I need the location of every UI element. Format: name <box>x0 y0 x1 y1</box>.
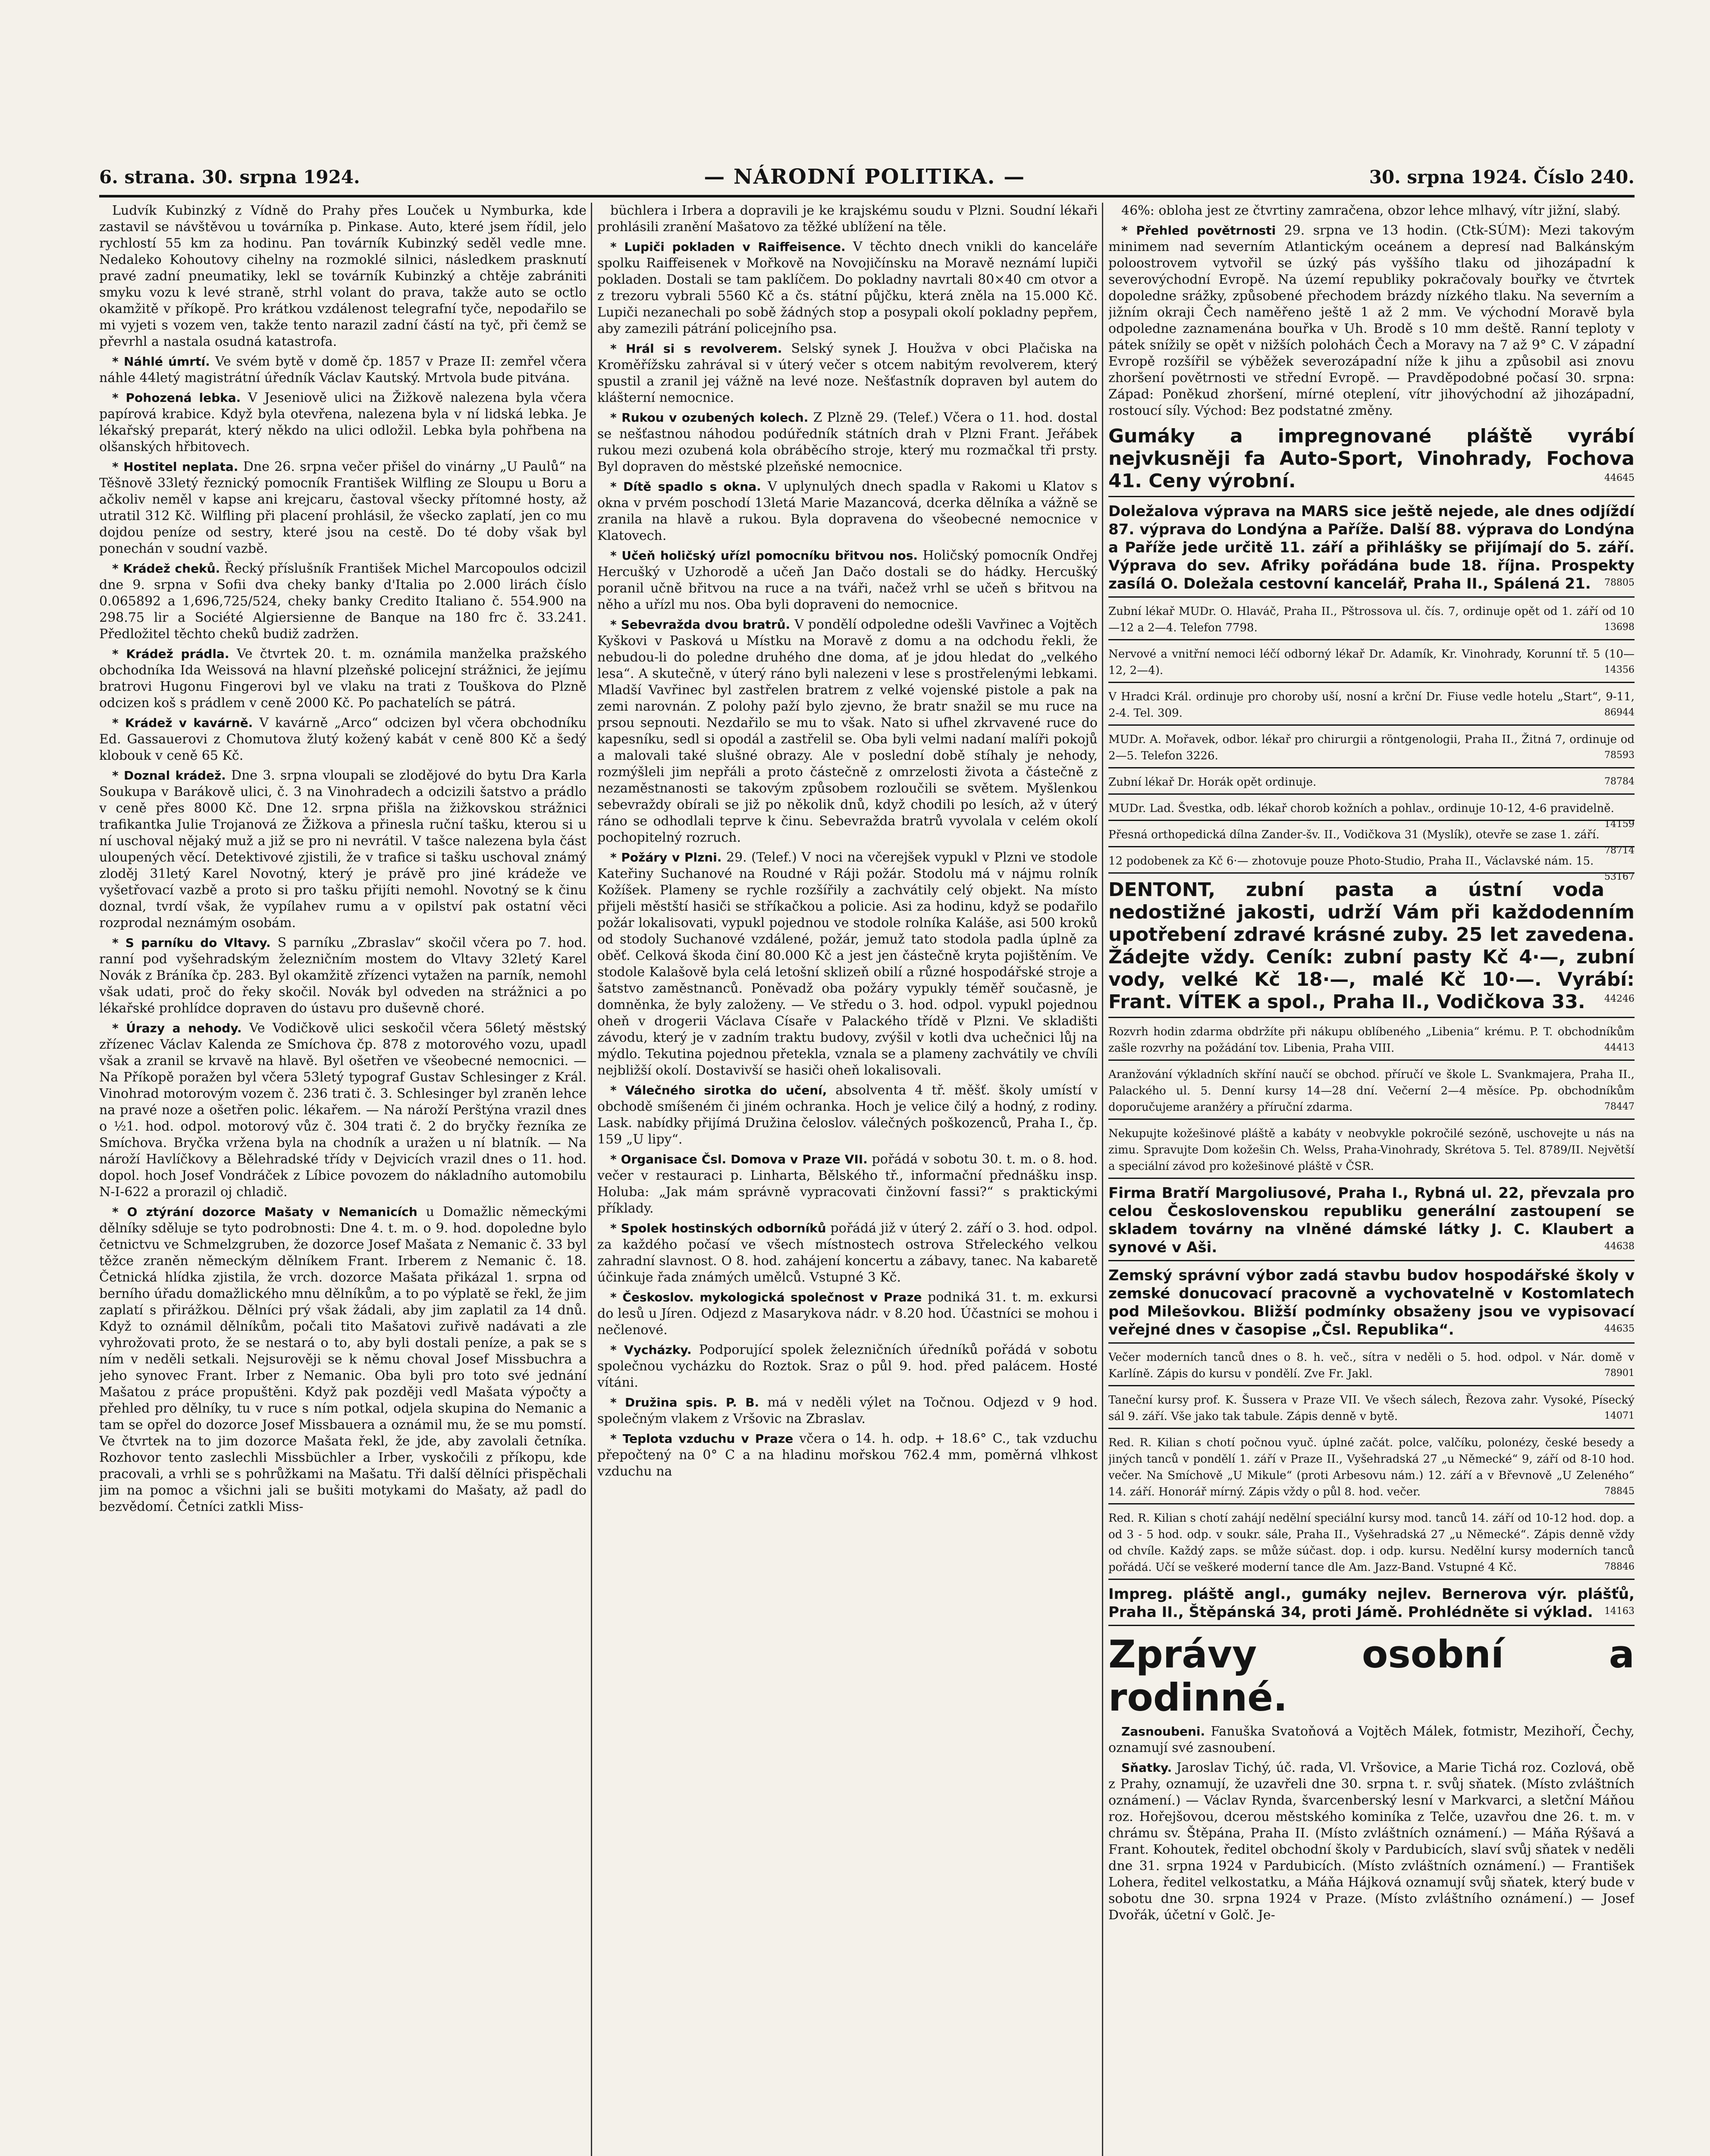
news-body: včera o 14. h. odp. + 18.6° C., tak vzduchu přepočtený na 0° C a na hladinu mořskou 762.4 mm, poměrná vlhkost vzduchu na <box>597 1431 1098 1479</box>
ad-text: Impreg. pláště angl., gumáky nejlev. Bernerova výr. plášťů, Praha II., Štěpánská 34, proti Jámě. Prohlédněte si výklad. <box>1108 1586 1635 1621</box>
news-item <box>99 203 587 350</box>
news-body: Fanuška Svatoňová a Vojtěch Málek, fotmistr, Mezihoří, Čechy, oznamují své zasnoubení. <box>1108 1724 1635 1755</box>
news-item <box>597 410 1098 475</box>
ad-number: 14159 <box>1604 819 1635 830</box>
news-item <box>597 1395 1098 1427</box>
advertisement <box>1108 1389 1635 1429</box>
news-headline: * Rukou v ozubených kolech. <box>610 411 809 425</box>
news-body: Selský synek J. Houžva v obci Plačiska na Kroměřížsku zahrával si v úterý večer s otcem nabitým revolverem, který spustil a zranil jej vážně na levé noze. Nešťastník dopraven byl autem do klášterní nemocnice. <box>597 341 1098 405</box>
news-item <box>99 646 587 711</box>
ad-text: Přesná orthopedická dílna Zander-šv. II., Vodičkova 31 (Myslík), otevře se zase 1. září. <box>1108 828 1600 841</box>
advertisement <box>1108 876 1635 1018</box>
ad-text: Red. R. Kilian s chotí počnou vyuč. úplné začát. polce, valčíku, polonézy, české besedy a jiných tanců v pondělí 1. září v Praze II., Vyšehradská 27 „u Německé“ 9, září od 8-10 hod. večer. Na Smíchově „U Mikule“ (proti Arbesovu nám.) 12. září a v Břevnově „U Zeleného“ 14. září. Honorář mírný. Zápis vždy o půl 8. hod. večer. <box>1108 1436 1635 1498</box>
news-body: V kavárně „Arco“ odcizen byl včera obchodníku Ed. Gassauerovi z Chomutova žlutý kožený kabát v ceně 800 Kč a šedý klobouk v ceně 65 Kč. <box>99 715 587 763</box>
ad-number: 13698 <box>1604 622 1635 633</box>
news-headline: * Krádež cheků. <box>112 561 220 576</box>
ad-text: MUDr. A. Mořavek, odbor. lékař pro chirurgii a röntgenologii, Praha II., Žitná 7, ordinuje od 2—5. Telefon 3226. <box>1108 733 1635 762</box>
news-item <box>99 1204 587 1515</box>
ad-text: V Hradci Král. ordinuje pro choroby uší, nosní a krční Dr. Fiuse vedle hotelu „Start“, 9-11, 2-4. Tel. 309. <box>1108 690 1635 720</box>
news-item <box>597 239 1098 337</box>
ad-text: Doležalova výprava na MARS sice ještě nejede, ale dnes odjíždí 87. výprava do Londýna a Paříže. Další 88. výprava do Londýna a Paříže jede určitě 11. září a přihlášky se přijímají do 5. září. Výprava do sev. Afriky pořádána bude 18. října. Prospekty zasílá O. Doležala cestovní kancelář, Praha II., Spálená 21. <box>1108 503 1635 592</box>
ad-text: Firma Bratří Margoliusové, Praha I., Rybná ul. 22, převzala pro celou Československou republiku generální zastoupení se skladem továrny na vlněné dámské látky J. C. Klaubert a synové v Aši. <box>1108 1185 1635 1256</box>
news-item <box>597 548 1098 613</box>
ad-text: Taneční kursy prof. K. Šussera v Praze VII. Ve všech sálech, Řezova zahr. Vysoké, Písecký sál 9. září. Vše jako tak tabule. Zápis denně v bytě. <box>1108 1394 1635 1423</box>
advertisement <box>1108 643 1635 683</box>
news-body: podniká 31. t. m. exkursi do lesů u Jíren. Odjezd z Masarykova nádr. v 8.20 hod. Účastníci se mohou i nečlenové. <box>597 1290 1098 1338</box>
news-headline: * Náhlé úmrtí. <box>112 354 210 369</box>
news-item <box>99 561 587 642</box>
ad-number: 44246 <box>1604 993 1635 1004</box>
news-headline: * Požáry v Plzni. <box>610 850 722 865</box>
weather-report <box>1108 203 1635 419</box>
news-body: Jaroslav Tichý, úč. rada, Vl. Vršovice, a Marie Tichá roz. Cozlová, obě z Prahy, oznamují, že uzavřeli dne 30. srpna t. r. svůj sňatek. (Místo zvláštních oznámení.) — Václav Rynda, švarcenberský lesní v Markvarci, a sletční Máňou roz. Hořejšovou, dcerou městského kominíka z Telče, uzavřou dne 26. t. m. v chrámu sv. Štěpána, Praha II. (Místo zvláštních oznámení.) — Máňa Rýšavá a Frant. Kohoutek, ředitel obchodní školy v Pardubicích, slaví svůj sňatek v neděli dne 31. srpna 1924 v Pardubicích. (Místo zvláštních oznámení.) — František Lohera, ředitel velkostatku, a Máňa Hájková oznamují svůj sňatek, který bude v sobotu dne 30. srpna 1924 v Praze. (Místo zvláštního oznámení.) — Josef Dvořák, účetní v Golč. Je- <box>1108 1760 1635 1923</box>
page-header <box>99 162 1635 192</box>
news-item <box>1108 1724 1635 1756</box>
news-body: pořádá již v úterý 2. září o 3. hod. odpol. za každého počasí ve všech místnostech ostrova Střeleckého velkou zahradní slavnost. O 8. hod. zahájení koncertu a zábavy, tanec. Na kabaretě účinkuje řada známých umělců. Vstupné 3 Kč. <box>597 1221 1098 1285</box>
ad-text: Nervové a vnitřní nemoci léčí odborný lékař Dr. Adamík, Kr. Vinohrady, Korunní tř. 5 (10—12, 2—4). <box>1108 648 1635 677</box>
news-item <box>597 1289 1098 1338</box>
news-body: Řecký příslušník František Michel Marcopoulos odcizil dne 9. srpna v Sofii dva cheky banky d'Italia po 2.000 lirách číslo 0.065892 a 1,696,725/524, cheky banky Credito Italiano č. 554.900 na 298.75 lir a Société Algiersienne de Banque na 180 frc č. 33.241. Předložitel těchto cheků budiž zadržen. <box>99 561 587 642</box>
ad-number: 44645 <box>1604 473 1635 483</box>
news-item <box>597 617 1098 846</box>
advertisement <box>1108 771 1635 795</box>
advertisement <box>1108 824 1635 856</box>
ad-number: 44413 <box>1604 1042 1635 1053</box>
ad-text: Nekupujte kožešinové pláště a kabáty v neobvykle pokročilé sezóně, uschovejte u nás na zimu. Spravujte Dom kožešin Ch. Welss, Praha-Vinohrady, Skrétova 5. Tel. 8789/II. Největší a speciální závod pro kožešinové pláště v ČSR. <box>1108 1127 1635 1173</box>
news-body: V Jeseniově ulici na Žižkově nalezena byla včera papírová krabice. Když byla otevřena, nalezena byla v ní lidská lebka. Je lékařský preparát, který někdo na ulici odložil. Lebka byla pohřbena na olšanských hřbitovech. <box>99 390 587 454</box>
ad-text: Gumáky a impregnované pláště vyrábí nejvkusněji fa Auto-Sport, Vinohrady, Fochova 41. Ceny výrobní. <box>1108 425 1635 492</box>
news-body: 29. srpna ve 13 hodin. (Ctk-SÚM): Mezi takovým minimem nad severním Atlantickým oceánem a depresí nad Balkánským poloostrovem vytvořil se úzký pás vyššího tlaku od jihozápadní k severovýchodní Evropě. Na území republiky pokračovaly bouřky ve čtvrtek dopoledne srážky, způsobené přechodem brázdy nízkého tlaku. Na severním a jižním okraji Čech naměřeno ještě 1 až 2 mm. Ve východní Moravě byla odpoledne zaznamenána bouřka v Uh. Brodě s 10 mm deště. Ranní teploty v pátek snížily se opět v nižších polohách Čech a Moravy na 7 až 9° C. V západní Evropě rozšířil se výběžek severozápadní níže k jihu a způsobil asi znovu zhoršení povětrnosti ve střední Evropě. — Pravděpodobné počasí 30. srpna: Západ: Poněkud zhoršení, mírné oteplení, vítr jihovýchodní až jihozápadní, rostoucí síly. Východ: Bez podstatné změny. <box>1108 223 1635 418</box>
news-body: 29. (Telef.) V noci na včerejšek vypukl v Plzni ve stodole Kateřiny Suchanové na Roudné v Ráji požár. Stodolu má v nájmu rolník Kožíšek. Plameny se rychle rozšířily a zachvátily celý objekt. Na místo přijeli městští hasiči se stříkačkou a policie. Asi za hodinu, když se podařilo požár lokalisovati, vypukl pojednou ve stodole rolníka Kaláše, asi 500 kroků od stodoly Suchanové vzdálené, požár, jemuž tato stodola padla úplně za oběť. Celková škoda činí 80.000 Kč a jest jen částečně kryta pojištěním. Ve stodole Kalašově byla celá letošní sklizeň obilí a různé hospodářské stroje a šatstvo zaměstnanců. Poněvadž oba požáry vypukly téměř současně, je domněnka, že byly založeny. — Ve středu o 3. hod. odpol. vypukl pojednou oheň v drogerii Václava Císaře v Palackého třídě v Plzni. Ve skladišti závodu, který je v zadním traktu budovy, zvýšil v kotli dva uchečnici lůj na mýdlo. Tekutina pojednou přetekla, vznala se a plameny zachvátily ve chvíli nejbližší okolí. Dostavivší se hasiči oheň lokalisovali. <box>597 850 1098 1078</box>
advertisement <box>1108 1583 1635 1626</box>
ad-text: Aranžování výkladních skříní naučí se obchod. příručí ve škole L. Svankmajera, Praha II., Palackého ul. 5. Denní kursy 14—28 dní. Večerní 2—4 měsíce. Pp. obchodníkům doporučujeme aranžéry a příruční zdarma. <box>1108 1068 1635 1114</box>
advertisement <box>1108 500 1635 598</box>
advertisement <box>1108 600 1635 640</box>
ad-number: 78901 <box>1604 1368 1635 1379</box>
advertisement <box>1108 1122 1635 1179</box>
advertisement <box>1108 1264 1635 1344</box>
news-headline: * Teplota vzduchu v Praze <box>610 1432 794 1446</box>
newspaper-title: — NÁRODNÍ POLITIKA. — <box>704 165 1026 189</box>
news-headline: * Sebevražda dvou bratrů. <box>610 617 791 632</box>
news-headline: * Družina spis. P. B. <box>610 1395 759 1410</box>
news-item <box>99 1020 587 1200</box>
ad-number: 78784 <box>1604 776 1635 787</box>
news-item <box>597 203 1098 235</box>
ad-number: 14071 <box>1604 1410 1635 1421</box>
advertisements <box>1108 423 1635 1626</box>
ad-number: 14163 <box>1604 1606 1635 1617</box>
news-item <box>99 715 587 764</box>
advertisement <box>1108 1432 1635 1504</box>
news-body: absolventa 4 tř. měšť. školy umístí v obchodě smíšeném či jiném ochranka. Hoch je velice čilý a hodný, z rodiny. Lask. nabídky přijímá Družina čeloslov. válečných poškozenců, Praha I., čp. 159 „U lipy“. <box>597 1083 1098 1147</box>
news-headline: Sňatky. <box>1121 1761 1172 1775</box>
news-body: Ve svém bytě v domě čp. 1857 v Praze II: zemřel včera náhle 44letý magistrátní úředník Václav Kautský. Mrtvola bude pitvána. <box>99 354 587 385</box>
news-item <box>1108 203 1635 219</box>
news-headline: * Učeň holičský uřízl pomocníku břitvou nos. <box>610 548 918 563</box>
news-item <box>597 1431 1098 1480</box>
news-body: má v neděli výlet na Točnou. Odjezd v 9 hod. společným vlakem z Vršovic na Zbraslav. <box>597 1395 1098 1426</box>
news-headline: * Hrál si s revolverem. <box>610 342 782 356</box>
news-item <box>597 341 1098 406</box>
news-item <box>99 390 587 455</box>
ad-text: Zemský správní výbor zadá stavbu budov hospodářské školy v zemské donucovací pracovně a vychovatelně v Kostomlatech pod Milešovkou. Bližší podmínky obsaženy jsou ve vypisovací veřejné dnes v časopise „Čsl. Republika“. <box>1108 1267 1635 1338</box>
header-left: 6. strana. 30. srpna 1924. <box>99 166 360 188</box>
news-headline: * S parníku do Vltavy. <box>112 936 271 950</box>
column-1 <box>99 203 587 2156</box>
news-body: Ve čtvrtek 20. t. m. oznámila manželka pražského obchodníka Ida Weissová na hlavní plzeňské policejní strážnici, že jejímu bratrovi Hugonu Fingerovi byl ve vlaku na trati z Touškova do Plzně odcizen koš s prádlem v ceně 2000 Kč. Po pachatelích se pátrá. <box>99 646 587 711</box>
ad-number: 78846 <box>1604 1561 1635 1572</box>
advertisement <box>1108 797 1635 830</box>
news-body: Ve Vodičkově ulici seskočil včera 56letý městský zřízenec Václav Kalenda ze Smíchova čp. 878 z motorového vozu, upadl však a zranil se krvavě na hlavě. Byl ošetřen ve všeobecné nemocnici. — Na Příkopě poražen byl včera 53letý typograf Gustav Schlesinger z Král. Vinohrad motorovým vozem č. 236 trati č. 3. Schlesinger byl zraněn lehce na pravé noze a ošetřen polic. lékařem. — Na nároží Perštýna vrazil dnes o ½1. hod. odpol. motorový vůz č. 304 trati č. 2 do bryčky řezníka ze Smíchova. Bryčka vržena byla na chodník a uražen u ní blatník. — Na nároží Havlíčkovy a Bělehradské třídy v Dejvicích vrazil dnes o 11. hod. dopol. hoch Josef Vondráček z Líbice povozem do nákladního automobilu N-I-622 a prorazil oj chladič. <box>99 1021 587 1200</box>
news-headline: * Hostitel neplata. <box>112 460 238 474</box>
news-headline: * Vycházky. <box>610 1343 692 1357</box>
column-divider <box>591 203 592 2156</box>
ad-number: 86944 <box>1604 707 1635 718</box>
ad-text: DENTONT, zubní pasta a ústní voda nedostižné jakosti, udrží Vám při každodenním upotřebení zdravé krásné zuby. 25 let zavedena. Žádejte vždy. Ceník: zubní pasty Kč 4·—, zubní vody, velké Kč 18·—, malé Kč 10·—. Vyrábí: Frant. VÍTEK a spol., Praha II., Vodičkova 33. <box>1108 879 1635 1013</box>
news-item <box>597 1082 1098 1148</box>
news-item <box>597 1151 1098 1217</box>
news-body: u Domažlic německými dělníky sděluje se tyto podrobnosti: Dne 4. t. m. o 9. hod. dopoledne bylo četnictvu ve Schmelzgruben, že dozorce Josef Mašata z Nemanic č. 33 byl těžce zraněn německým dělníkem Frant. Irberem z Nemanic č. 18. Četnická hlídka zjistila, že vrch. dozorce Mašata přikázal 1. srpna od berního úřadu domažlického mnu dělníkům, a to po výplatě se řekl, že jim zaplatí s přirážkou. Dělníci prý však žádali, aby jim zaplatil za 14 dnů. Když to oznámil dělníkům, počali tito Mašatovi zuřivě nadávati a zle vyhrožovati proto, že se nestará o to, aby byli dostali peníze, a pak se s ním v neděli setkali. Nejsurověji se k němu choval Josef Missbuchra a jeho synovec Frant. Irber z Nemanic. Oba byli pro toto své jednání Mašatou z práce propuštěni. Když pak později vedl Mašata výpočty a přehled pro dělníky, tu v ruce s ním potkal, odjela skupina do Nemanic a tam se opřel do dozorce Josef Missbauera a oznámil mu, že se mu pomstí. Ve čtvrtek na to jim dozorce Mašata řekl, že jde, aby zavolali četníka. Rozhovor tento zaslechli Missbüchler a Irber, vyskočili z příkopu, kde pracovali, a vrhli se s pohrůžkami na Mašatu. Tři další dělníci přispěchali jim na pomoc a všichni jali se bušiti motykami do Mašaty, až padl do bezvědomí. Četníci zatkli Miss- <box>99 1204 587 1514</box>
advertisement <box>1108 1181 1635 1261</box>
news-headline: * Válečného sirotka do učení, <box>610 1083 827 1097</box>
news-headline: * Dítě spadlo s okna. <box>610 479 761 494</box>
advertisement <box>1108 1507 1635 1580</box>
news-body: Dne 3. srpna vloupali se zlodějové do bytu Dra Karla Soukupa v Barákově ulici, č. 3 na Vinohradech a odcizili šatstvo a prádlo v ceně přes 8000 Kč. Dne 12. srpna přišla na žižkovskou strážnici trafikantka Julie Trojanová ze Žižkova a přinesla ruční tašku, kterou si u ní uschoval nějaký muž a již se pro ni nevrátil. V tašce nalezena byla část uloupených věcí. Detektivové zjistili, že v trafice si tašku uschoval známý zloděj 31letý Karel Novotný, který je právě pro jiné krádeže ve vyšetřovací vazbě a proto si pro tašku přijíti nemohl. Novotný se k činu doznal, tvrdí však, že vypílahev rumu a v opilství pak ostatní věci rozprodal neznámým osobám. <box>99 768 587 931</box>
ad-text: MUDr. Lad. Švestka, odb. lékař chorob kožních a pohlav., ordinuje 10-12, 4-6 pravidelně. <box>1108 802 1614 815</box>
news-item <box>99 768 587 931</box>
ad-number: 78805 <box>1604 577 1635 588</box>
news-item <box>99 459 587 557</box>
news-body: V pondělí odpoledne odešli Vavřinec a Vojtěch Kyškovi v Pasková u Místku na Moravě z domu a na odchodu řekli, že nebudou-li do poledne druhého dne doma, ať je jdou hledat do „velkého lesa“. A skutečně, v úterý ráno byli nalezeni v lese s prostřelenými lebkami. Mladší Vavřinec byl zastřelen bratrem z velké vojenské pistole a pak na zemi narovnán. Z polohy paží bylo zjevno, že bratr snažil se mu ruce na prsou sepnouti. Nezdařilo se mu to však. Nato si ufhel zkrvavené ruce do kapesníku, sedl si opodál a zastřelil se. Oba byli velmi nadaní malíři pokojů a malovali také slušné obrazy. Ale v poslední době stíhaly je nehody, rozmýšleli jim nepřáli a proto částečně z omrzelosti života a částečně z nezaměstnanosti se takovým způsobem rozloučili se světem. Myšlenkou sebevraždy obírali se již po několik dnů, když chodili po lesích, až v úterý ráno se odhodlali teprve k činu. Sebevražda bratrů vyvolala v celém okolí pochopitelný rozruch. <box>597 617 1098 845</box>
header-right: 30. srpna 1924. Číslo 240. <box>1369 166 1635 188</box>
news-body: Holičský pomocník Ondřej Hercušký v Uzhorodě a učeň Jan Dačo dostali se do hádky. Hercušký poranil učně břitvou na ruce a na tváři, načež vrhl se učeň s břitvou na něho a uřízl mu nos. Oba byli dopraveni do nemocnice. <box>597 548 1098 612</box>
column-2 <box>597 203 1098 2156</box>
ad-number: 78845 <box>1604 1486 1635 1497</box>
news-item <box>1108 222 1635 419</box>
news-body: Z Plzně 29. (Telef.) Včera o 11. hod. dostal se nešťastnou náhodou podúředník státních drah v Plzni Frant. Jeřábek rukou mezi ozubená kola obráběcího stroje, který mu rozmačkal tři prsty. Byl dopraven do městské plzeňské nemocnice. <box>597 410 1098 474</box>
section-title: Zprávy osobní a rodinné. <box>1108 1632 1635 1720</box>
news-headline: * Krádež v kavárně. <box>112 716 253 730</box>
advertisement <box>1108 1021 1635 1061</box>
ad-text: Zubní lékař MUDr. O. Hlaváč, Praha II., Pštrossova ul. čís. 7, ordinuje opět od 1. září od 10—12 a 2—4. Telefon 7798. <box>1108 605 1635 634</box>
ad-number: 44638 <box>1604 1241 1635 1252</box>
header-rule <box>99 195 1635 197</box>
ad-number: 44635 <box>1604 1323 1635 1334</box>
column-divider <box>1102 203 1103 2156</box>
news-body: büchlera i Irbera a dopravili je ke krajskému soudu v Plzni. Soudní lékaři prohlásili zranění Mašatovo za těžké ublížení na těle. <box>597 203 1098 235</box>
news-body: Podporující spolek železničních úředníků pořádá v sobotu společnou vycházku do Roztok. Sraz o půl 9. hod. před palácem. Hosté vítáni. <box>597 1342 1098 1390</box>
ad-number: 78714 <box>1604 845 1635 856</box>
news-item <box>1108 1760 1635 1924</box>
news-headline: * Organisace Čsl. Domova v Praze VII. <box>610 1152 868 1166</box>
ad-number: 53167 <box>1604 871 1635 882</box>
news-headline: * O ztýrání dozorce Mašaty v Nemanicích <box>112 1205 417 1219</box>
news-body: 46%: oblohа jest ze čtvrtiny zamračena, obzor lehce mlhavý, vítr jižní, slabý. <box>1121 203 1621 218</box>
news-headline: * Českoslov. mykologická společnost v Praze <box>610 1290 922 1304</box>
advertisement <box>1108 686 1635 726</box>
news-body: V těchto dnech vnikli do kanceláře spolku Raiffeisenek v Mořkově na Novojičínsku na Moravě neznámí lupiči pokladen. Dostali se tam paklíčem. Do pokladny navrtali 80×40 cm otvor a z trezoru vybrali 5560 Kč a čs. státní půjčku, která zněla na 15.000 Kč. Lupiči nezanechali po sobě žádných stop a posypali okolí pokladny pepřem, aby zamezili pátrání policejního psa. <box>597 239 1098 336</box>
news-headline: * Pohozená lebka. <box>112 391 241 405</box>
advertisement <box>1108 1063 1635 1120</box>
news-headline: * Lupiči pokladen v Raiffeisence. <box>610 240 846 254</box>
news-item <box>597 479 1098 544</box>
ad-number: 14356 <box>1604 664 1635 675</box>
ad-text: Večer moderních tanců dnes o 8. h. več., sítra v neděli o 5. hod. odpol. v Nár. domě v Karlíně. Zápis do kursu v pondělí. Zve Fr. Jakl. <box>1108 1351 1635 1380</box>
ad-number: 78447 <box>1604 1101 1635 1112</box>
advertisement <box>1108 423 1635 497</box>
ad-text: Rozvrh hodin zdarma obdržíte při nákupu oblíbeného „Libenia“ krému. P. T. obchodníkům zašle rozvrhy na požádání tov. Libenia, Praha VIII. <box>1108 1025 1635 1055</box>
news-headline: * Spolek hostinských odborníků <box>610 1221 826 1235</box>
news-headline: * Přehled povětrnosti <box>1121 223 1276 238</box>
advertisement <box>1108 850 1635 882</box>
column-3 <box>1108 203 1635 2156</box>
ad-text: Zubní lékař Dr. Horák opět ordinuje. <box>1108 776 1317 789</box>
ad-number: 78593 <box>1604 750 1635 761</box>
news-headline: * Úrazy a nehody. <box>112 1021 242 1035</box>
news-item <box>99 354 587 386</box>
news-body: V uplynulých dnech spadla v Rakomi u Klatov s okna v prvém poschodí 13letá Marie Mazancová, dcerka dělníka a vážně se zranila na hlavě a rukou. Byla dopravena do všeobecné nemocnice v Klatovech. <box>597 479 1098 543</box>
news-body: pořádá v sobotu 30. t. m. o 8. hod. večer v restauraci p. Linharta, Bělského tř., informační přednášku insp. Holuba: „Jak mám správně vypracovati činžovní fassi?“ s praktickými příklady. <box>597 1152 1098 1216</box>
personal-news <box>1108 1724 1635 1924</box>
advertisement <box>1108 1346 1635 1386</box>
news-body: Ludvík Kubinzký z Vídně do Prahy přes Louček u Nymburka, kde zastavil se návštěvou u továrníka p. Pinkase. Auto, které jsem řídil, jelo rychlostí 55 km za hodinu. Pan továrník Kubinzký seděl vedle mne. Nedaleko Kohoutovy cihelny na rozmoklé silnici, následkem prasknutí pravé zadní pneumatiky, lekl se továrník Kubinzký a chtěje zabrániti smyku vozu k levé straně, strhl volant do prava, takže auto se octlo okamžitě v příkopě. Pro krátkou vzdálenost telegrafní tyče, nepodařilo se mi vyjeti s vozem ven, takže tento narazil zadní částí na tyč, při čemž se převrhl a nastala osudná katastrofa. <box>99 203 587 349</box>
news-item <box>597 849 1098 1079</box>
news-headline: Zasnoubeni. <box>1121 1724 1205 1739</box>
news-headline: * Krádež prádla. <box>112 647 229 661</box>
news-item <box>99 935 587 1017</box>
news-item <box>597 1342 1098 1391</box>
news-body: Dne 26. srpna večer přišel do vinárny „U Paulů“ na Těšnově 33letý řeznický pomocník František Wilfling ze Sloupu u Boru a ačkoliv neměl v kapse ani krejcaru, častoval všecky přítomné hosty, až utratil 312 Kč. Wilfling při placení prohlásil, že všecko zaplatí, jen co mu dojdou peníze od sestry, které jsou na cestě. Do té doby však byl ponechán v soudní vazbě. <box>99 459 587 556</box>
news-body: S parníku „Zbraslav“ skočil včera po 7. hod. ranní pod vyšehradským železničním mostem do Vltavy 32letý Karel Novák z Bráníka čp. 283. Byl okamžitě zřízenci vytažen na parník, nemohl však udati, proč do řeky skočil. Novák byl odveden na strážnici a po lékařské prohlídce dopraven do ústavu pro duševně choré. <box>99 935 587 1016</box>
news-headline: * Doznal krádež. <box>112 768 226 783</box>
advertisement <box>1108 728 1635 768</box>
ad-text: Red. R. Kilian s chotí zahájí nedělní speciální kursy mod. tanců 14. září od 10-12 hod. dop. a od 3 - 5 hod. odp. v soukr. sále, Praha II., Vyšehradská 27 „u Německé“. Zápis denně vždy od chvíle. Každý zaps. se může súčast. dop. i odp. kursu. Nedělní kursy moderních tanců pořádá. Učí se veškeré moderní tance dle Am. Jazz-Band. Vstupné 4 Kč. <box>1108 1512 1635 1574</box>
ad-text: 12 podobenek za Kč 6·— zhotovuje pouze Photo-Studio, Praha II., Václavské nám. 15. <box>1108 855 1594 868</box>
news-item <box>597 1220 1098 1286</box>
